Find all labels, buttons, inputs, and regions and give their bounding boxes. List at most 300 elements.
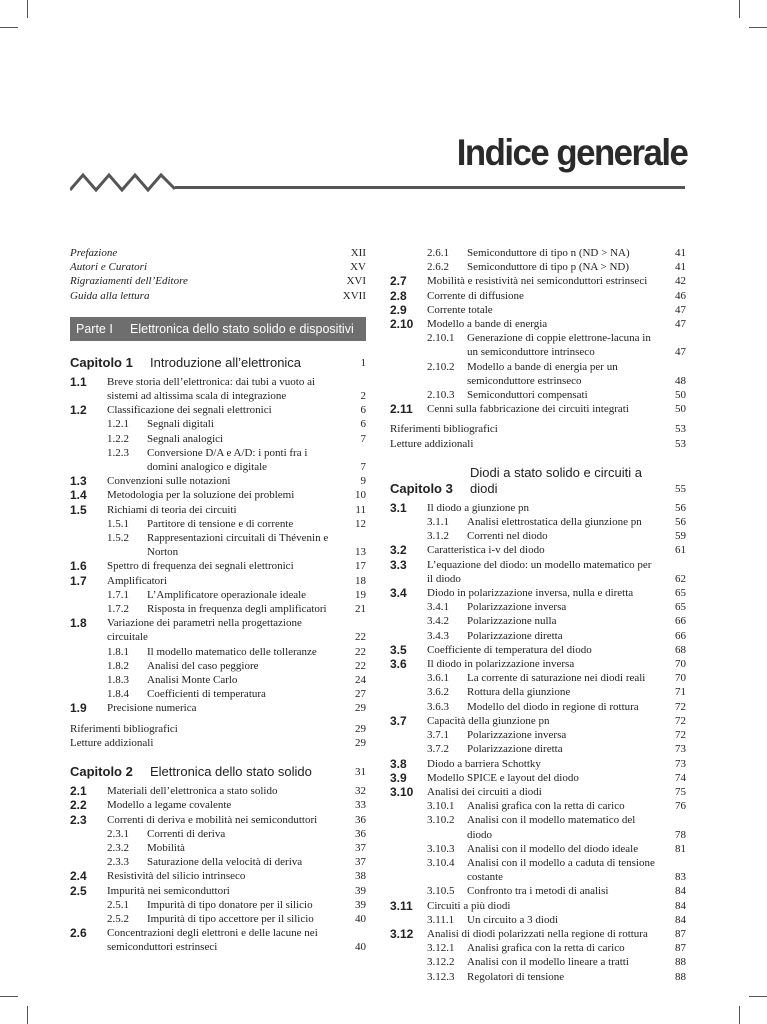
section-number: 3.9	[390, 770, 407, 785]
subsection-entry[interactable]	[390, 388, 686, 402]
subsection-entry[interactable]	[390, 685, 686, 699]
page-number: 22	[355, 659, 366, 672]
subsection-title: Correnti di deriva	[147, 827, 226, 840]
subsection-title: Analisi con il modello matematico del diodo	[467, 814, 636, 841]
subsection-entry[interactable]	[70, 673, 366, 687]
subsection-entry[interactable]	[70, 517, 366, 531]
subsection-number: 3.6.1	[427, 672, 449, 685]
subsection-number: 1.8.1	[107, 645, 129, 658]
subsection-number: 3.4.2	[427, 615, 449, 628]
section-entry[interactable]	[390, 771, 686, 785]
page-number: 1	[360, 356, 366, 369]
section-title: Spettro di frequenza dei segnali elettronici	[107, 560, 294, 573]
page-number: 72	[675, 714, 686, 727]
section-entry[interactable]	[390, 643, 686, 657]
section-title: Corrente di diffusione	[427, 289, 524, 302]
section-entry[interactable]	[70, 488, 366, 502]
page-number: 18	[355, 574, 366, 587]
part-title: Elettronica dello stato solido e dispositivi	[130, 321, 354, 336]
section-entry[interactable]	[70, 403, 366, 417]
page-number: 13	[355, 546, 366, 559]
section-title: Correnti di deriva e mobilità nei semiconduttori	[107, 813, 318, 826]
subsection-title: Generazione di coppie elettrone-lacuna in un semiconduttore intrinseco	[467, 332, 651, 359]
subsection-number: 3.10.2	[427, 814, 455, 827]
subsection-title: Impurità di tipo accettore per il silicio	[147, 912, 314, 925]
section-entry[interactable]	[390, 586, 686, 600]
section-entry[interactable]	[390, 657, 686, 671]
section-number: 2.9	[390, 302, 407, 317]
section-number: 2.8	[390, 288, 407, 303]
page-number: 62	[675, 572, 686, 585]
page-number: 17	[355, 560, 366, 573]
section-entry[interactable]	[390, 899, 686, 913]
subsection-entry[interactable]	[70, 602, 366, 616]
section-entry[interactable]	[70, 884, 366, 898]
page-title: Indice generale	[456, 132, 687, 173]
section-entry[interactable]	[70, 926, 366, 954]
toc-column-right	[390, 246, 686, 984]
subsection-title: Analisi elettrostatica della giunzione pn	[467, 516, 642, 529]
page-number: 53	[675, 437, 686, 450]
crop-mark	[739, 0, 740, 18]
page-number: 73	[675, 743, 686, 756]
subsection-entry[interactable]	[70, 827, 366, 841]
chapter-number: Capitolo 3	[390, 480, 453, 496]
subsection-title: Polarizzazione diretta	[467, 743, 563, 756]
section-number: 1.3	[70, 474, 87, 489]
page-number: 24	[355, 674, 366, 687]
subsection-title: Polarizzazione diretta	[467, 629, 563, 642]
section-title: Capacità della giunzione pn	[427, 714, 550, 727]
page-number: 22	[355, 631, 366, 644]
subsection-number: 1.8.4	[107, 688, 129, 701]
page-number: 39	[355, 884, 366, 897]
page-number: 11	[355, 503, 366, 516]
subsection-entry[interactable]	[390, 700, 686, 714]
subsection-entry[interactable]	[390, 813, 686, 841]
subsection-title: Conversione D/A e A/D: i ponti fra i domini analogico e digitale	[147, 446, 308, 474]
toc-entry[interactable]	[390, 422, 686, 436]
page-number: 9	[360, 475, 366, 488]
section-title: Metodologia per la soluzione dei problemi	[107, 489, 295, 502]
page-number: 78	[675, 828, 686, 841]
page-number: 7	[360, 432, 366, 445]
page-number: 37	[355, 841, 366, 854]
subsection-number: 3.4.3	[427, 629, 449, 642]
subsection-entry[interactable]	[390, 913, 686, 927]
section-number: 1.2	[70, 403, 87, 418]
section-title: Resistività del silicio intrinseco	[107, 870, 246, 883]
page-number: 84	[675, 885, 686, 898]
subsection-entry[interactable]	[390, 955, 686, 969]
subsection-title: Analisi Monte Carlo	[147, 674, 238, 687]
section-entry[interactable]	[390, 303, 686, 317]
section-entry[interactable]	[390, 558, 686, 586]
page-number: 65	[675, 601, 686, 614]
subsection-entry[interactable]	[70, 898, 366, 912]
page-number: 47	[675, 303, 686, 316]
page-number: 36	[355, 827, 366, 840]
section-number: 2.11	[390, 402, 413, 417]
subsection-number: 1.5.1	[107, 517, 129, 530]
section-title: Caratteristica i-v del diodo	[427, 544, 545, 557]
section-number: 3.1	[390, 500, 407, 515]
section-entry[interactable]	[70, 701, 366, 715]
entry-title: Letture addizionali	[390, 437, 474, 450]
subsection-entry[interactable]	[70, 912, 366, 926]
page-number: 56	[675, 516, 686, 529]
page-number: 41	[675, 261, 686, 274]
page-number: 87	[675, 927, 686, 940]
subsection-number: 3.10.1	[427, 800, 455, 813]
page-number: 59	[675, 530, 686, 543]
subsection-entry[interactable]	[390, 614, 686, 628]
subsection-title: Confronto tra i metodi di analisi	[467, 885, 609, 898]
subsection-number: 2.5.2	[107, 912, 129, 925]
section-title: Il diodo a giunzione pn	[427, 501, 530, 514]
chapter-title: Introduzione all’elettronica	[150, 354, 302, 370]
section-number: 3.8	[390, 756, 407, 771]
subsection-entry[interactable]	[390, 246, 686, 260]
section-number: 2.7	[390, 274, 407, 289]
page-number: 6	[360, 404, 366, 417]
page-number: 84	[675, 899, 686, 912]
section-entry[interactable]	[390, 274, 686, 288]
page-number: 2	[360, 390, 366, 403]
section-title: L’equazione del diodo: un modello matematico per il diodo	[427, 558, 652, 585]
chapter-heading[interactable]	[70, 355, 366, 371]
subsection-number: 2.3.1	[107, 827, 129, 840]
page-number: 83	[675, 871, 686, 884]
page-number: 65	[675, 587, 686, 600]
page-number: 46	[675, 289, 686, 302]
subsection-number: 3.6.3	[427, 700, 449, 713]
subsection-title: Analisi con il modello lineare a tratti	[467, 956, 629, 969]
subsection-title: Semiconduttore di tipo n (ND > NA)	[467, 247, 630, 259]
page-number: 72	[675, 729, 686, 742]
section-entry[interactable]	[390, 402, 686, 416]
subsection-title: Impurità di tipo donatore per il silicio	[147, 898, 313, 911]
section-entry[interactable]	[70, 559, 366, 573]
subsection-title: L’Amplificatore operazionale ideale	[147, 588, 307, 601]
page-number: 84	[675, 913, 686, 926]
section-number: 2.5	[70, 883, 87, 898]
page-number: 7	[360, 461, 366, 474]
section-number: 3.7	[390, 713, 407, 728]
page-number: 47	[675, 346, 686, 359]
section-number: 3.10	[390, 784, 414, 799]
page-number: 72	[675, 700, 686, 713]
section-title: Impurità nei semiconduttori	[107, 884, 230, 897]
subsection-entry[interactable]	[70, 588, 366, 602]
page-number: 88	[675, 970, 686, 983]
section-number: 3.3	[390, 557, 407, 572]
page-number: 55	[675, 482, 686, 495]
subsection-number: 3.1.1	[427, 516, 449, 529]
subsection-title: Analisi con il modello del diodo ideale	[467, 842, 639, 855]
entry-title: Autori e Curatori	[70, 261, 148, 274]
section-title: Materiali dell’elettronica a stato solido	[107, 785, 278, 798]
section-title: Modello a bande di energia	[427, 318, 548, 331]
toc-entry[interactable]	[70, 722, 366, 736]
page-number: 73	[675, 757, 686, 770]
page-number: 71	[675, 686, 686, 699]
page-number: 70	[675, 672, 686, 685]
page-number: 36	[355, 813, 366, 826]
section-entry[interactable]	[70, 798, 366, 812]
subsection-title: Rottura della giunzione	[467, 686, 571, 699]
section-entry[interactable]	[70, 574, 366, 588]
subsection-entry[interactable]	[390, 742, 686, 756]
subsection-number: 3.10.5	[427, 885, 455, 898]
page-number: 21	[355, 603, 366, 616]
subsection-number: 1.8.3	[107, 674, 129, 687]
subsection-entry[interactable]	[390, 842, 686, 856]
section-number: 3.12	[390, 926, 414, 941]
crop-mark	[749, 27, 767, 28]
subsection-title: Analisi del caso peggiore	[147, 659, 259, 672]
subsection-entry[interactable]	[70, 855, 366, 869]
subsection-entry[interactable]	[70, 659, 366, 673]
section-number: 2.3	[70, 812, 87, 827]
entry-title: Guida alla lettura	[70, 289, 150, 302]
section-title: Diodo in polarizzazione inversa, nulla e diretta	[427, 587, 634, 600]
toc-entry[interactable]	[70, 736, 366, 750]
section-entry[interactable]	[390, 785, 686, 799]
subsection-entry[interactable]	[390, 529, 686, 543]
section-title: Corrente totale	[427, 303, 493, 316]
section-entry[interactable]	[70, 813, 366, 827]
chapter-heading[interactable]	[390, 465, 686, 497]
section-number: 3.5	[390, 642, 407, 657]
page-number: 39	[355, 898, 366, 911]
page-number: 48	[675, 374, 686, 387]
section-entry[interactable]	[390, 289, 686, 303]
section-entry[interactable]	[390, 757, 686, 771]
section-entry[interactable]	[70, 375, 366, 403]
page-number: 61	[675, 544, 686, 557]
section-entry[interactable]	[70, 784, 366, 798]
section-entry[interactable]	[70, 503, 366, 517]
subsection-entry[interactable]	[390, 941, 686, 955]
crop-mark	[739, 1006, 740, 1024]
subsection-entry[interactable]	[390, 728, 686, 742]
part-heading	[70, 317, 366, 341]
subsection-number: 1.7.2	[107, 603, 129, 616]
front-matter-entry[interactable]	[70, 274, 366, 288]
subsection-title: La corrente di saturazione nei diodi reali	[467, 672, 646, 685]
front-matter-entry[interactable]	[70, 289, 366, 303]
section-title: Modello SPICE e layout del diodo	[427, 771, 579, 784]
subsection-number: 3.12.1	[427, 942, 455, 955]
chapter-number: Capitolo 2	[70, 764, 133, 780]
page-number: 50	[675, 403, 686, 416]
section-number: 2.6	[70, 926, 87, 941]
section-entry[interactable]	[390, 501, 686, 515]
page-number: 76	[675, 800, 686, 813]
page-number: 68	[675, 643, 686, 656]
section-title: Mobilità e resistività nei semiconduttori estrinseci	[427, 275, 648, 288]
subsection-entry[interactable]	[70, 446, 366, 474]
subsection-entry[interactable]	[390, 799, 686, 813]
subsection-number: 3.12.2	[427, 956, 455, 969]
chapter-heading[interactable]	[70, 764, 366, 780]
section-title: Variazione dei parametri nella progettazione circuitale	[107, 617, 302, 644]
page-number: 33	[355, 799, 366, 812]
page-number: 40	[355, 941, 366, 954]
subsection-entry[interactable]	[390, 856, 686, 884]
crop-mark	[749, 996, 767, 997]
subsection-entry[interactable]	[70, 645, 366, 659]
subsection-number: 3.1.2	[427, 530, 449, 543]
entry-title: Prefazione	[70, 247, 118, 259]
subsection-title: Polarizzazione nulla	[467, 615, 557, 628]
subsection-number: 3.7.2	[427, 743, 449, 756]
subsection-number: 1.8.2	[107, 659, 129, 672]
page-number: 32	[355, 785, 366, 798]
subsection-title: Regolatori di tensione	[467, 970, 565, 983]
subsection-number: 3.10.4	[427, 856, 455, 869]
toc-column-left	[70, 246, 366, 955]
subsection-entry[interactable]	[390, 884, 686, 898]
subsection-title: Risposta in frequenza degli amplificatori	[147, 603, 327, 616]
subsection-title: Analisi grafica con la retta di carico	[467, 942, 625, 955]
section-entry[interactable]	[390, 317, 686, 331]
subsection-title: Semiconduttori compensati	[467, 389, 588, 402]
subsection-number: 2.6.1	[427, 247, 449, 259]
subsection-number: 2.10.3	[427, 389, 455, 402]
crop-mark	[0, 996, 18, 997]
section-number: 2.4	[70, 869, 87, 884]
subsection-title: Segnali analogici	[147, 432, 224, 445]
section-title: Classificazione dei segnali elettronici	[107, 404, 272, 417]
subsection-entry[interactable]	[390, 260, 686, 274]
page-number: 29	[355, 722, 366, 735]
page-number: 12	[355, 517, 366, 530]
title-rule	[175, 186, 685, 189]
section-entry[interactable]	[70, 474, 366, 488]
page-number: 81	[675, 842, 686, 855]
subsection-number: 1.2.1	[107, 418, 129, 431]
subsection-entry[interactable]	[390, 671, 686, 685]
page-number: 66	[675, 615, 686, 628]
page-number: 56	[675, 501, 686, 514]
entry-title: Rigraziamenti dell’Editore	[70, 275, 188, 288]
chapter-title: Diodi a stato solido e circuiti a diodi	[470, 464, 642, 496]
section-number: 1.5	[70, 502, 87, 517]
subsection-title: Partitore di tensione e di corrente	[147, 517, 294, 530]
subsection-title: Rappresentazioni circuitali di Thévenin e Norton	[147, 532, 329, 559]
section-entry[interactable]	[70, 616, 366, 644]
page-number: XVII	[342, 289, 366, 302]
section-title: Breve storia dell’elettronica: dai tubi a vuoto ai sistemi ad altissima scala di integrazione	[107, 375, 316, 403]
page-number: 53	[675, 423, 686, 436]
section-number: 3.4	[390, 586, 407, 601]
section-title: Precisione numerica	[107, 702, 197, 715]
subsection-title: Polarizzazione inversa	[467, 601, 567, 614]
section-number: 1.8	[70, 616, 87, 631]
subsection-entry[interactable]	[70, 432, 366, 446]
page-number: 47	[675, 318, 686, 331]
subsection-entry[interactable]	[390, 331, 686, 359]
section-number: 3.2	[390, 543, 407, 558]
section-number: 1.1	[70, 374, 87, 389]
section-title: Convenzioni sulle notazioni	[107, 475, 231, 488]
page-number: 87	[675, 942, 686, 955]
subsection-entry[interactable]	[70, 417, 366, 431]
subsection-title: Modello a bande di energia per un semiconduttore estrinseco	[467, 360, 618, 387]
section-entry[interactable]	[70, 869, 366, 883]
section-number: 2.10	[390, 317, 414, 332]
page-number: 74	[675, 771, 686, 784]
subsection-title: Saturazione della velocità di deriva	[147, 856, 303, 869]
toc-entry[interactable]	[390, 437, 686, 451]
crop-mark	[27, 0, 28, 18]
subsection-entry[interactable]	[70, 841, 366, 855]
chapter-title: Elettronica dello stato solido	[150, 764, 312, 780]
page-number: 29	[355, 702, 366, 715]
subsection-title: Coefficienti di temperatura	[147, 688, 266, 701]
chapter-number: Capitolo 1	[70, 354, 133, 370]
subsection-entry[interactable]	[70, 687, 366, 701]
subsection-number: 1.2.2	[107, 432, 129, 445]
front-matter-entry[interactable]	[70, 246, 366, 260]
subsection-number: 3.12.3	[427, 970, 455, 983]
page-number: 42	[675, 275, 686, 288]
section-entry[interactable]	[390, 927, 686, 941]
page-number: 50	[675, 389, 686, 402]
section-title: Analisi dei circuiti a diodi	[427, 785, 542, 798]
section-entry[interactable]	[390, 543, 686, 557]
subsection-title: Correnti nel diodo	[467, 530, 548, 543]
section-title: Coefficiente di temperatura del diodo	[427, 643, 592, 656]
subsection-number: 1.5.2	[107, 532, 129, 545]
subsection-number: 2.10.1	[427, 332, 455, 345]
page-number: 70	[675, 658, 686, 671]
front-matter-entry[interactable]	[70, 260, 366, 274]
subsection-title: Modello del diodo in regione di rottura	[467, 700, 639, 713]
page-number: 75	[675, 785, 686, 798]
page-number: 27	[355, 688, 366, 701]
subsection-number: 2.10.2	[427, 360, 455, 373]
section-number: 2.2	[70, 798, 87, 813]
subsection-number: 2.5.1	[107, 898, 129, 911]
section-title: Amplificatori	[107, 574, 167, 587]
subsection-entry[interactable]	[70, 531, 366, 559]
zigzag-ornament	[70, 172, 180, 192]
subsection-entry[interactable]	[390, 600, 686, 614]
section-entry[interactable]	[390, 714, 686, 728]
subsection-title: Semiconduttore di tipo p (NA > ND)	[467, 261, 630, 274]
subsection-entry[interactable]	[390, 629, 686, 643]
subsection-number: 3.10.3	[427, 842, 455, 855]
subsection-entry[interactable]	[390, 515, 686, 529]
subsection-number: 3.11.1	[427, 913, 455, 926]
subsection-entry[interactable]	[390, 970, 686, 984]
page-number: 19	[355, 588, 366, 601]
page-number: XII	[350, 247, 366, 259]
section-title: Circuiti a più diodi	[427, 899, 511, 912]
subsection-entry[interactable]	[390, 360, 686, 388]
section-title: Richiami di teoria dei circuiti	[107, 503, 237, 516]
page-number: 41	[675, 247, 686, 259]
subsection-number: 3.4.1	[427, 601, 449, 614]
page-number: 88	[675, 956, 686, 969]
section-title: Analisi di diodi polarizzati nella regione di rottura	[427, 927, 648, 940]
subsection-number: 2.3.3	[107, 856, 129, 869]
section-title: Diodo a barriera Schottky	[427, 757, 541, 770]
section-number: 1.9	[70, 701, 87, 716]
